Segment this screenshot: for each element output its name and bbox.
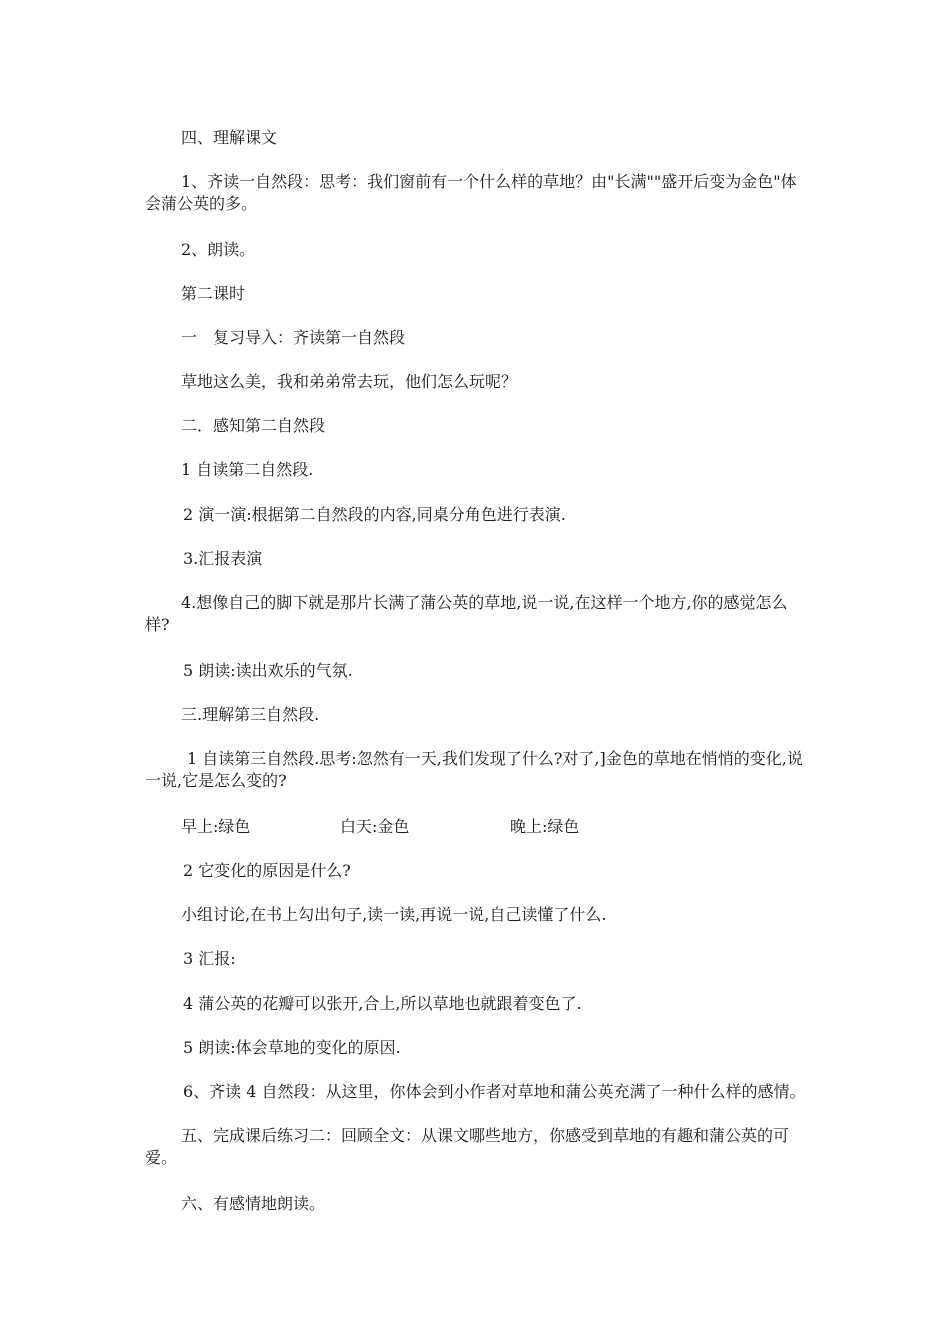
paragraph-read-with-feeling: 六、有感情地朗读。 xyxy=(181,1194,326,1213)
paragraph-group-discussion: 小组讨论,在书上勾出句子,读一读,再说一说,自己读懂了什么. xyxy=(181,905,607,924)
section-heading-review: 一 复习导入：齐读第一自然段 xyxy=(181,328,406,347)
section-heading-third-section: 三.理解第三自然段. xyxy=(181,705,320,724)
color-daytime: 白天:金色 xyxy=(340,817,410,836)
paragraph-petals: 4 蒲公英的花瓣可以张开,合上,所以草地也就跟着变色了. xyxy=(183,994,582,1013)
paragraph-self-read-second: 1 自读第二自然段. xyxy=(181,460,314,479)
paragraph-read-reason: 5 朗读:体会草地的变化的原因. xyxy=(183,1038,401,1057)
paragraph-read-aloud: 2、朗读。 xyxy=(181,240,256,259)
section-heading-understand-text: 四、理解课文 xyxy=(181,128,278,147)
paragraph-how-they-play: 草地这么美，我和弟弟常去玩，他们怎么玩呢？ xyxy=(181,372,518,391)
paragraph-report: 3 汇报: xyxy=(183,949,236,968)
paragraph-self-read-third: 1 自读第三自然段.思考:忽然有一天,我们发现了什么?对了,]金色的草地在悄悄的变化,说一说,它是怎么变的? xyxy=(145,749,803,790)
lesson-heading-second-period: 第二课时 xyxy=(181,284,246,303)
paragraph-reason-question: 2 它变化的原因是什么? xyxy=(183,861,351,880)
paragraph-read-joyfully: 5 朗读:读出欢乐的气氛. xyxy=(183,661,353,680)
paragraph-act-out: 2 演一演:根据第二自然段的内容,同桌分角色进行表演. xyxy=(183,505,566,524)
paragraph-read-first-section: 1、齐读一自然段：思考：我们窗前有一个什么样的草地？由"长满""盛开后变为金色"体会蒲公英的多。 xyxy=(145,172,797,213)
paragraph-report-performance: 3.汇报表演 xyxy=(183,549,263,568)
color-evening: 晚上:绿色 xyxy=(510,817,580,836)
paragraph-imagine-meadow: 4.想像自己的脚下就是那片长满了蒲公英的草地,说一说,在这样一个地方,你的感觉怎么样? xyxy=(145,593,788,634)
section-heading-second-section: 二．感知第二自然段 xyxy=(181,416,326,435)
color-morning: 早上:绿色 xyxy=(181,817,251,836)
paragraph-read-fourth: 6、齐读 4 自然段：从这里，你体会到小作者对草地和蒲公英充满了一种什么样的感情。 xyxy=(183,1082,806,1101)
paragraph-exercise-two: 五、完成课后练习二：回顾全文：从课文哪些地方，你感受到草地的有趣和蒲公英的可爱。 xyxy=(145,1126,790,1167)
